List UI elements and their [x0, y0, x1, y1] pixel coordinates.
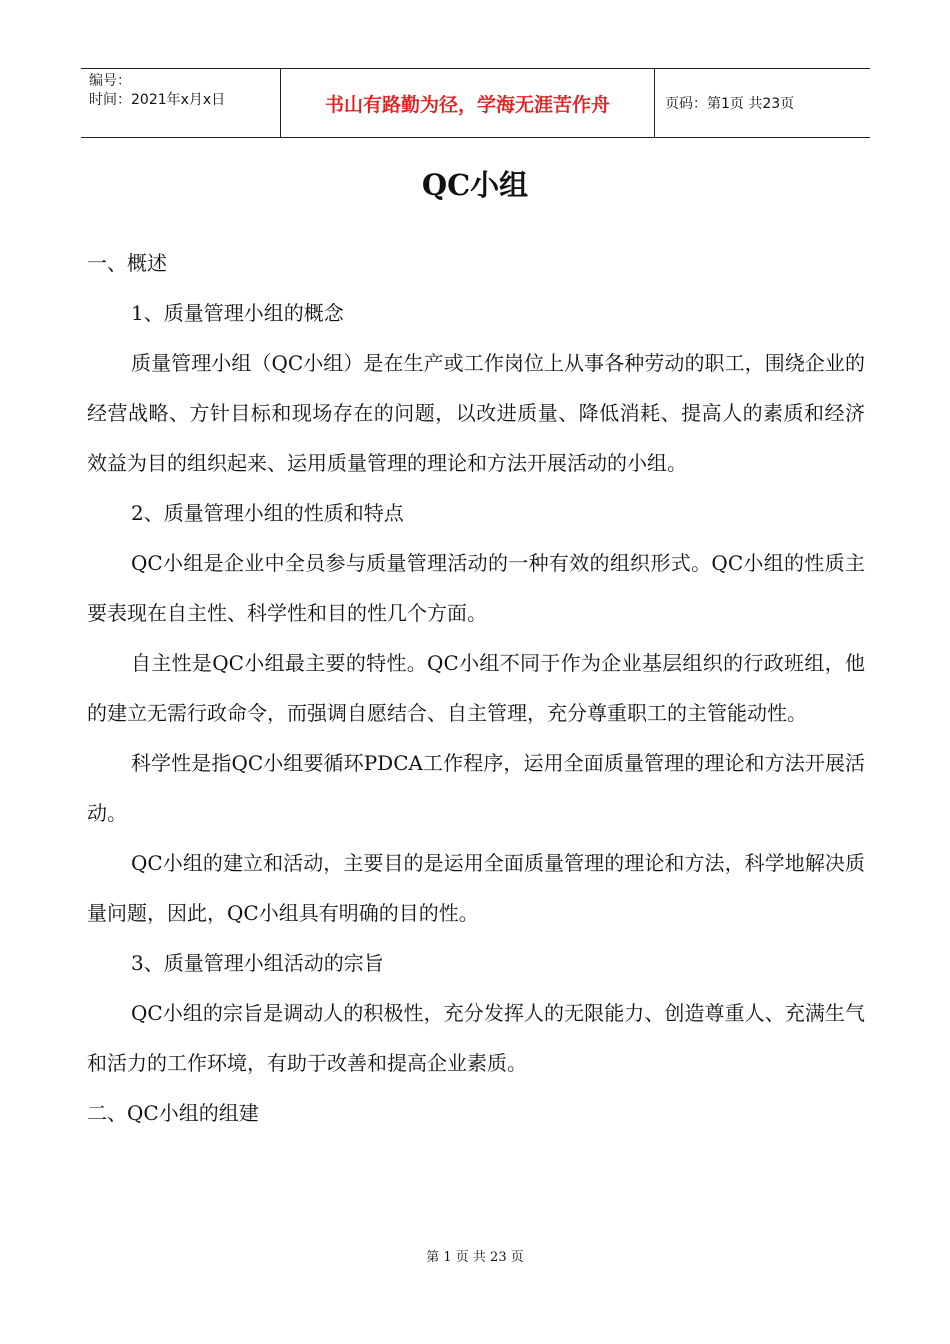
paragraph: 自主性是QC小组最主要的特性。QC小组不同于作为企业基层组织的行政班组，他的建立无需行政命令，而强调自愿结合、自主管理，充分尊重职工的主管能动性。: [87, 651, 865, 725]
header-meta: [81, 69, 281, 137]
document-title: QC小组: [421, 168, 529, 202]
number-label: 编号：: [89, 73, 131, 89]
paragraph: QC小组的宗旨是调动人的积极性，充分发挥人的无限能力、创造尊重人、充满生气和活力的工作环境，有助于改善和提高企业素质。: [87, 1001, 865, 1075]
section-heading: 一、概述: [87, 251, 167, 275]
paragraph: 科学性是指QC小组要循环PDCA工作程序，运用全面质量管理的理论和方法开展活动。: [87, 751, 865, 825]
section-heading: 二、QC小组的组建: [87, 1101, 259, 1125]
header-page-info: 页码：第1页 共23页: [665, 96, 795, 112]
header-motto: 书山有路勤为径，学海无涯苦作舟: [281, 69, 655, 137]
document-body: [87, 238, 865, 1138]
date-label: 时间：2021年x月x日: [89, 92, 226, 108]
paragraph: QC小组的建立和活动，主要目的是运用全面质量管理的理论和方法，科学地解决质量问题，因此，QC小组具有明确的目的性。: [87, 851, 865, 925]
subsection-heading: 2、质量管理小组的性质和特点: [131, 501, 404, 525]
subsection-heading: 1、质量管理小组的概念: [131, 301, 344, 325]
paragraph: 质量管理小组（QC小组）是在生产或工作岗位上从事各种劳动的职工，围绕企业的经营战略、方针目标和现场存在的问题，以改进质量、降低消耗、提高人的素质和经济效益为目的组织起来、运用质量管理的理论和方法开展活动的小组。: [87, 351, 865, 475]
document-header: [81, 68, 870, 138]
subsection-heading: 3、质量管理小组活动的宗旨: [131, 951, 384, 975]
page-footer: 第 1 页 共 23 页: [426, 1250, 524, 1265]
paragraph: QC小组是企业中全员参与质量管理活动的一种有效的组织形式。QC小组的性质主要表现在自主性、科学性和目的性几个方面。: [87, 551, 865, 625]
